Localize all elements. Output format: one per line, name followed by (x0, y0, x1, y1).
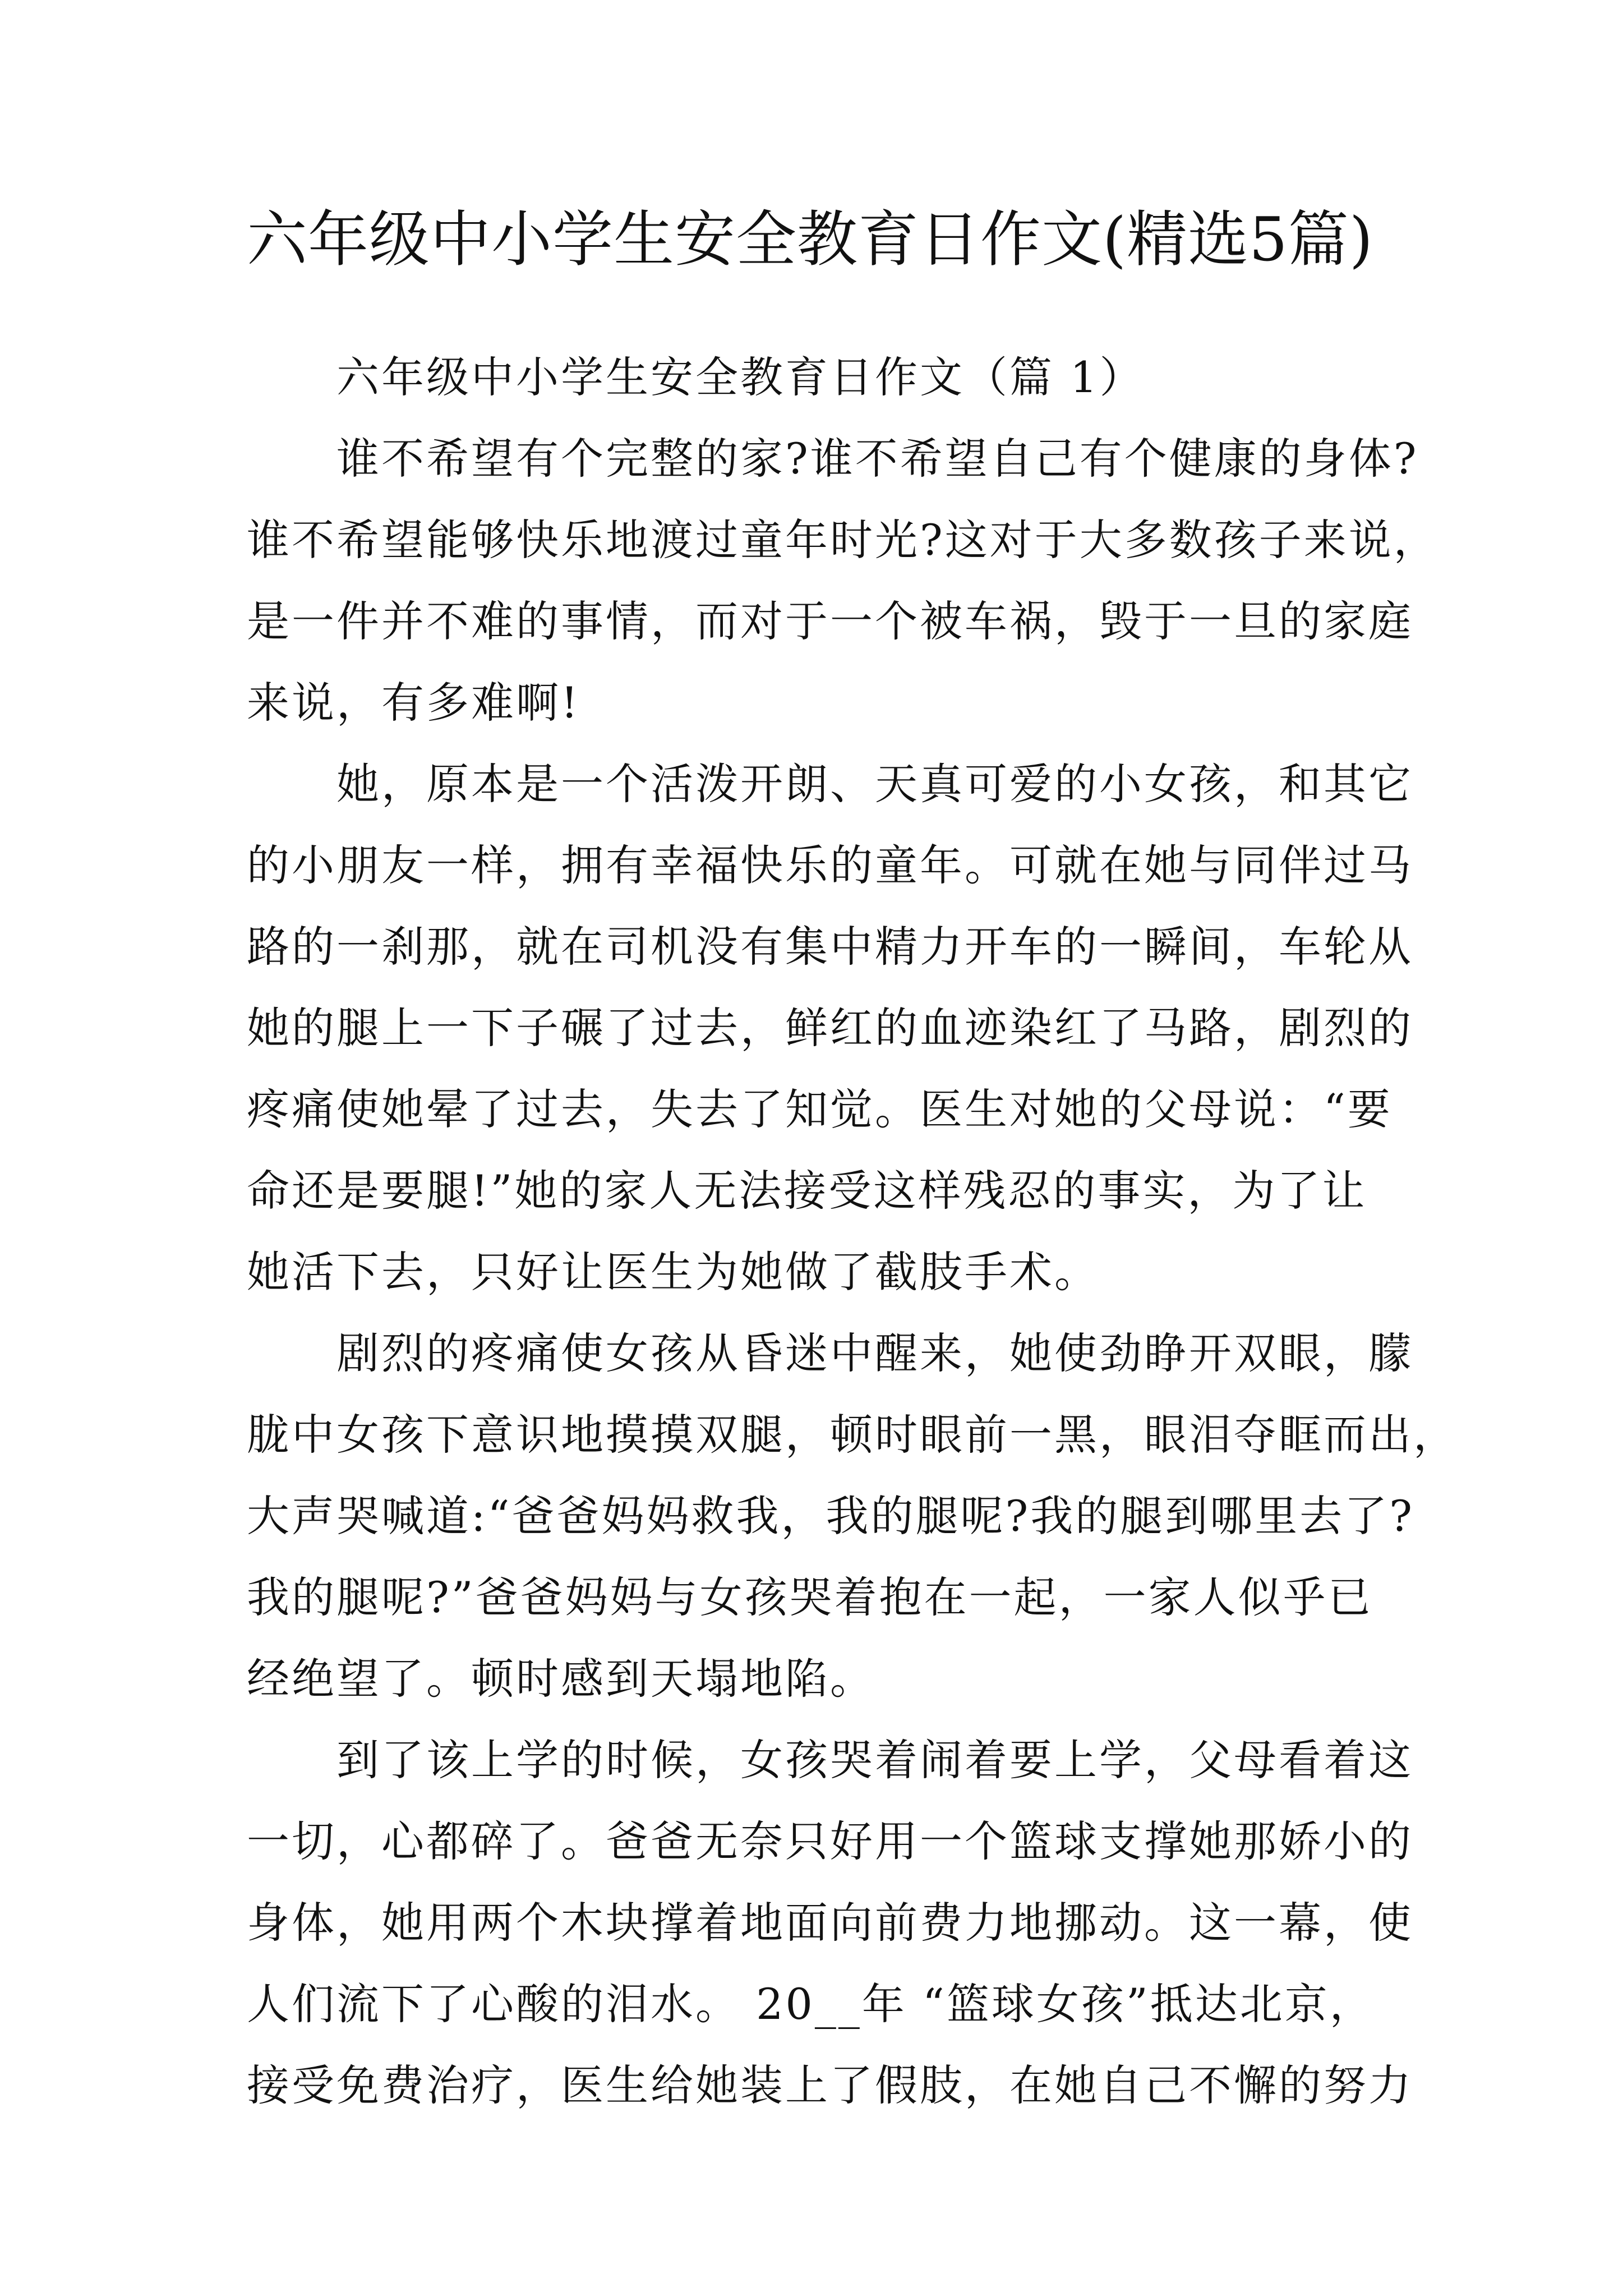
document-body (247, 337, 1458, 2126)
paragraph-line: 她活下去，只好让医生为她做了截肢手术。 (247, 1247, 1099, 1297)
paragraph-line: 路的一刹那，就在司机没有集中精力开车的一瞬间，车轮从 (247, 922, 1413, 972)
paragraph-line: 谁不希望能够快乐地渡过童年时光?这对于大多数孩子来说， (247, 515, 1438, 565)
paragraph-line: 一切，心都碎了。爸爸无奈只好用一个篮球支撑她那娇小的 (247, 1816, 1413, 1866)
paragraph-first-line: 六年级中小学生安全教育日作文（篇 1） (336, 352, 1145, 402)
paragraph-line: 大声哭喊道:“爸爸妈妈救我，我的腿呢?我的腿到哪里去了? (247, 1491, 1414, 1541)
paragraph-line: 是一件并不难的事情，而对于一个被车祸，毁于一旦的家庭 (247, 596, 1413, 646)
paragraph-line: 疼痛使她晕了过去，失去了知觉。医生对她的父母说：“要 (247, 1084, 1393, 1134)
paragraph-line: 胧中女孩下意识地摸摸双腿，顿时眼前一黑，眼泪夺眶而出， (247, 1410, 1458, 1460)
paragraph-first-line: 剧烈的疼痛使女孩从昏迷中醒来，她使劲睁开双眼，朦 (336, 1328, 1413, 1378)
paragraph-first-line: 到了该上学的时候，女孩哭着闹着要上学，父母看着这 (336, 1735, 1413, 1785)
paragraph-line: 命还是要腿!”她的家人无法接受这样残忍的事实，为了让 (247, 1166, 1367, 1216)
paragraph-line: 身体，她用两个木块撑着地面向前费力地挪动。这一幕，使 (247, 1898, 1413, 1948)
paragraph-line: 来说，有多难啊! (247, 678, 580, 728)
paragraph-line: 我的腿呢?”爸爸妈妈与女孩哭着抱在一起，一家人似乎已 (247, 1572, 1373, 1622)
paragraph-line: 她的腿上一下子碾了过去，鲜红的血迹染红了马路，剧烈的 (247, 1003, 1413, 1053)
paragraph-line: 人们流下了心酸的泪水。 20__年 “篮球女孩”抵达北京， (247, 1979, 1375, 2029)
paragraph-first-line: 她，原本是一个活泼开朗、天真可爱的小女孩，和其它 (336, 759, 1413, 809)
paragraph-line: 的小朋友一样，拥有幸福快乐的童年。可就在她与同伴过马 (247, 840, 1413, 890)
document-title: 六年级中小学生安全教育日作文(精选5篇) (247, 205, 1373, 275)
paragraph-first-line: 谁不希望有个完整的家?谁不希望自己有个健康的身体? (336, 434, 1419, 484)
paragraph-line: 接受免费治疗，医生给她装上了假肢，在她自己不懈的努力 (247, 2060, 1413, 2110)
paragraph-line: 经绝望了。顿时感到天塌地陷。 (247, 1654, 875, 1704)
